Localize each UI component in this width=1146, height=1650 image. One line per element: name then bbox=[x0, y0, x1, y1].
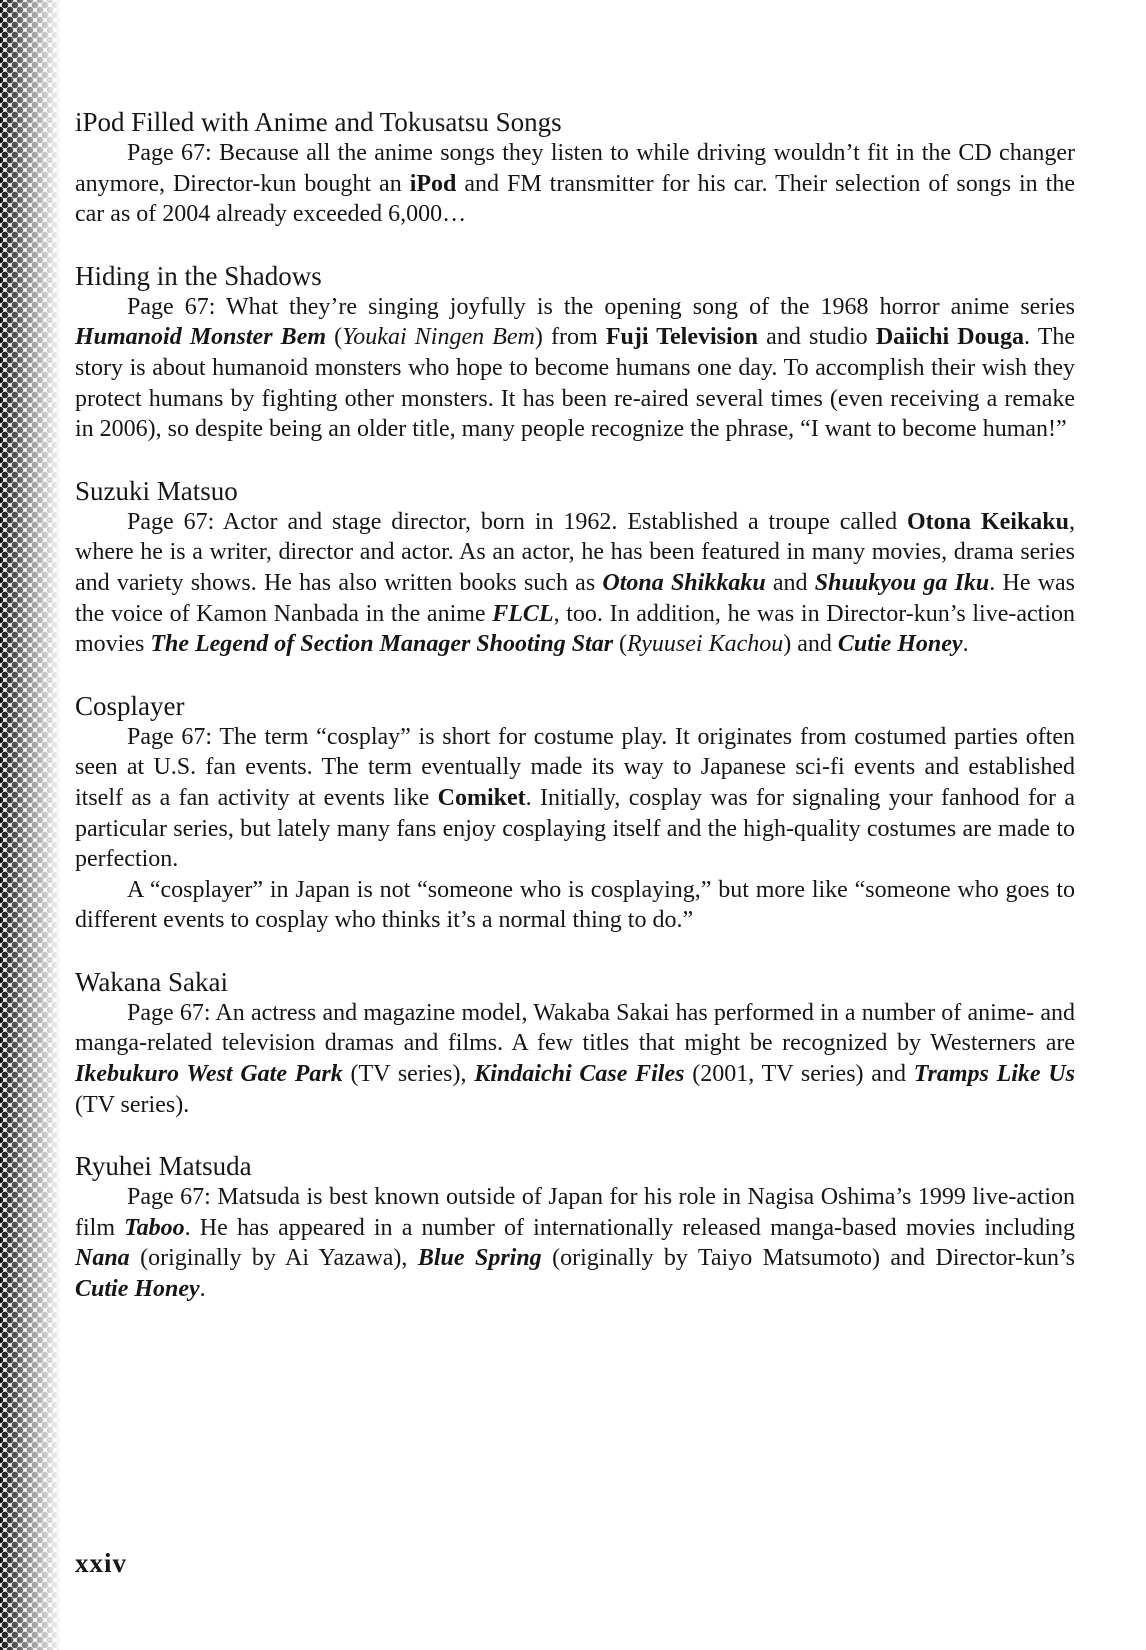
entry-paragraph bbox=[75, 292, 1075, 445]
text-run: ( bbox=[613, 631, 628, 658]
emphasis-text: Ikebukuro West Gate Park bbox=[75, 1061, 343, 1088]
emphasis-text: Taboo bbox=[124, 1214, 185, 1241]
text-run: (TV series), bbox=[342, 1061, 475, 1088]
entry-title: Wakana Sakai bbox=[75, 966, 229, 997]
entry-title: Hiding in the Shadows bbox=[75, 260, 322, 291]
text-run: ) and bbox=[783, 631, 838, 658]
entry-hiding-in-the-shadows bbox=[75, 260, 1075, 445]
text-run: and FM transmitter for his car. Their selection of songs in the car as of 2004 already exceeded 6,000… bbox=[75, 170, 1075, 228]
emphasis-text: Comiket bbox=[437, 784, 526, 811]
emphasis-text: Blue Spring bbox=[417, 1245, 542, 1272]
halftone-margin-decoration bbox=[0, 0, 64, 1650]
text-run: ) from bbox=[534, 324, 606, 351]
entry-paragraph bbox=[75, 1182, 1075, 1304]
entry-cosplayer bbox=[75, 690, 1075, 936]
text-run: . He has appeared in a number of internationally released manga-based movies including bbox=[184, 1214, 1075, 1241]
text-run: , too. In addition, he was in Director-kun’s live-action movies bbox=[75, 600, 1076, 658]
text-run: Page 67: Actor and stage director, born in 1962. Established a troupe called bbox=[127, 508, 908, 535]
emphasis-text: Nana bbox=[75, 1245, 130, 1272]
text-run: and bbox=[765, 569, 815, 596]
emphasis-text: FLCL bbox=[492, 600, 554, 627]
emphasis-text: Youkai Ningen Bem bbox=[342, 324, 535, 351]
emphasis-text: Kindaichi Case Files bbox=[474, 1061, 685, 1088]
text-run: (2001, TV series) and bbox=[684, 1061, 914, 1088]
emphasis-text: Otona Shikkaku bbox=[602, 569, 766, 596]
text-run: . bbox=[199, 1276, 206, 1303]
emphasis-text: Cutie Honey bbox=[75, 1276, 200, 1303]
entry-paragraph bbox=[75, 138, 1075, 230]
entry-paragraph bbox=[75, 998, 1075, 1120]
text-run: Page 67: An actress and magazine model, Wakaba Sakai has performed in a number of anime- and manga-related television dramas and films. A few titles that might be recognized by Westerners are bbox=[75, 999, 1075, 1057]
entry-suzuki-matsuo bbox=[75, 475, 1075, 660]
entry-title: iPod Filled with Anime and Tokusatsu Songs bbox=[75, 107, 562, 137]
emphasis-text: Tramps Like Us bbox=[913, 1061, 1076, 1088]
glossary-notes bbox=[75, 106, 1075, 1335]
emphasis-text: Otona Keikaku bbox=[907, 508, 1069, 535]
entry-title: Suzuki Matsuo bbox=[75, 475, 238, 506]
text-run: (originally by Ai Yazawa), bbox=[129, 1245, 418, 1272]
text-run: (TV series). bbox=[75, 1091, 190, 1118]
entry-wakana-sakai bbox=[75, 966, 1075, 1120]
entry-ipod-filled-with-anime-and-tokusatsu-songs bbox=[75, 106, 1075, 230]
emphasis-text: Shuukyou ga Iku bbox=[814, 569, 990, 596]
emphasis-text: Cutie Honey bbox=[837, 631, 963, 658]
emphasis-text: Fuji Television bbox=[605, 324, 759, 351]
entry-title: Cosplayer bbox=[75, 690, 185, 721]
entry-paragraph bbox=[75, 722, 1075, 875]
emphasis-text: The Legend of Section Manager Shooting Star bbox=[150, 631, 614, 658]
text-run: Page 67: What they’re singing joyfully is the opening song of the 1968 horror anime series bbox=[127, 293, 1075, 320]
text-run: , where he is a writer, director and actor. As an actor, he has been featured in many movies, drama series and variety shows. He has also written books such as bbox=[75, 508, 1075, 596]
entry-paragraph bbox=[75, 507, 1075, 660]
text-run: Page 67: Matsuda is best known outside of Japan for his role in Nagisa Oshima’s 1999 live-action film bbox=[75, 1184, 1075, 1241]
emphasis-text: Ryuusei Kachou bbox=[627, 631, 784, 658]
entry-ryuhei-matsuda bbox=[75, 1150, 1075, 1304]
emphasis-text: iPod bbox=[409, 170, 457, 197]
entry-paragraph bbox=[75, 875, 1075, 936]
entry-title: Ryuhei Matsuda bbox=[75, 1151, 252, 1182]
text-run: (originally by Taiyo Matsumoto) and Director-kun’s bbox=[541, 1245, 1075, 1272]
text-run: A “cosplayer” in Japan is not “someone who is cosplaying,” but more like “someone who goes to different events to cosplay who thinks it’s a normal thing to do.” bbox=[75, 876, 1075, 934]
text-run: . The story is about humanoid monsters who hope to become humans one day. To accomplish their wish they protect humans by fighting other monsters. It has been re-aired several times (even receiving a remake in 2006), so despite being an older title, many people recognize the phrase, “I want to become human!” bbox=[75, 324, 1076, 443]
text-run: Page 67: Because all the anime songs they listen to while driving wouldn’t fit in the CD changer anymore, Director-kun bought an bbox=[75, 140, 1075, 197]
emphasis-text: Daiichi Douga bbox=[875, 324, 1024, 351]
page-number: xxiv bbox=[75, 1548, 128, 1578]
text-run: . He was the voice of Kamon Nanbada in the anime bbox=[75, 569, 1076, 627]
text-run: . Initially, cosplay was for signaling your fanhood for a particular series, but lately many fans enjoy cosplaying itself and the high-quality costumes are made to perfection. bbox=[75, 784, 1076, 873]
text-run: and studio bbox=[758, 324, 876, 351]
text-run: ( bbox=[326, 324, 343, 351]
text-run: . bbox=[962, 631, 969, 658]
text-run: Page 67: The term “cosplay” is short for costume play. It originates from costumed parties often seen at U.S. fan events. The term eventually made its way to Japanese sci-fi events and established itself as a fan activity at events like bbox=[75, 723, 1075, 811]
emphasis-text: Humanoid Monster Bem bbox=[75, 324, 327, 351]
